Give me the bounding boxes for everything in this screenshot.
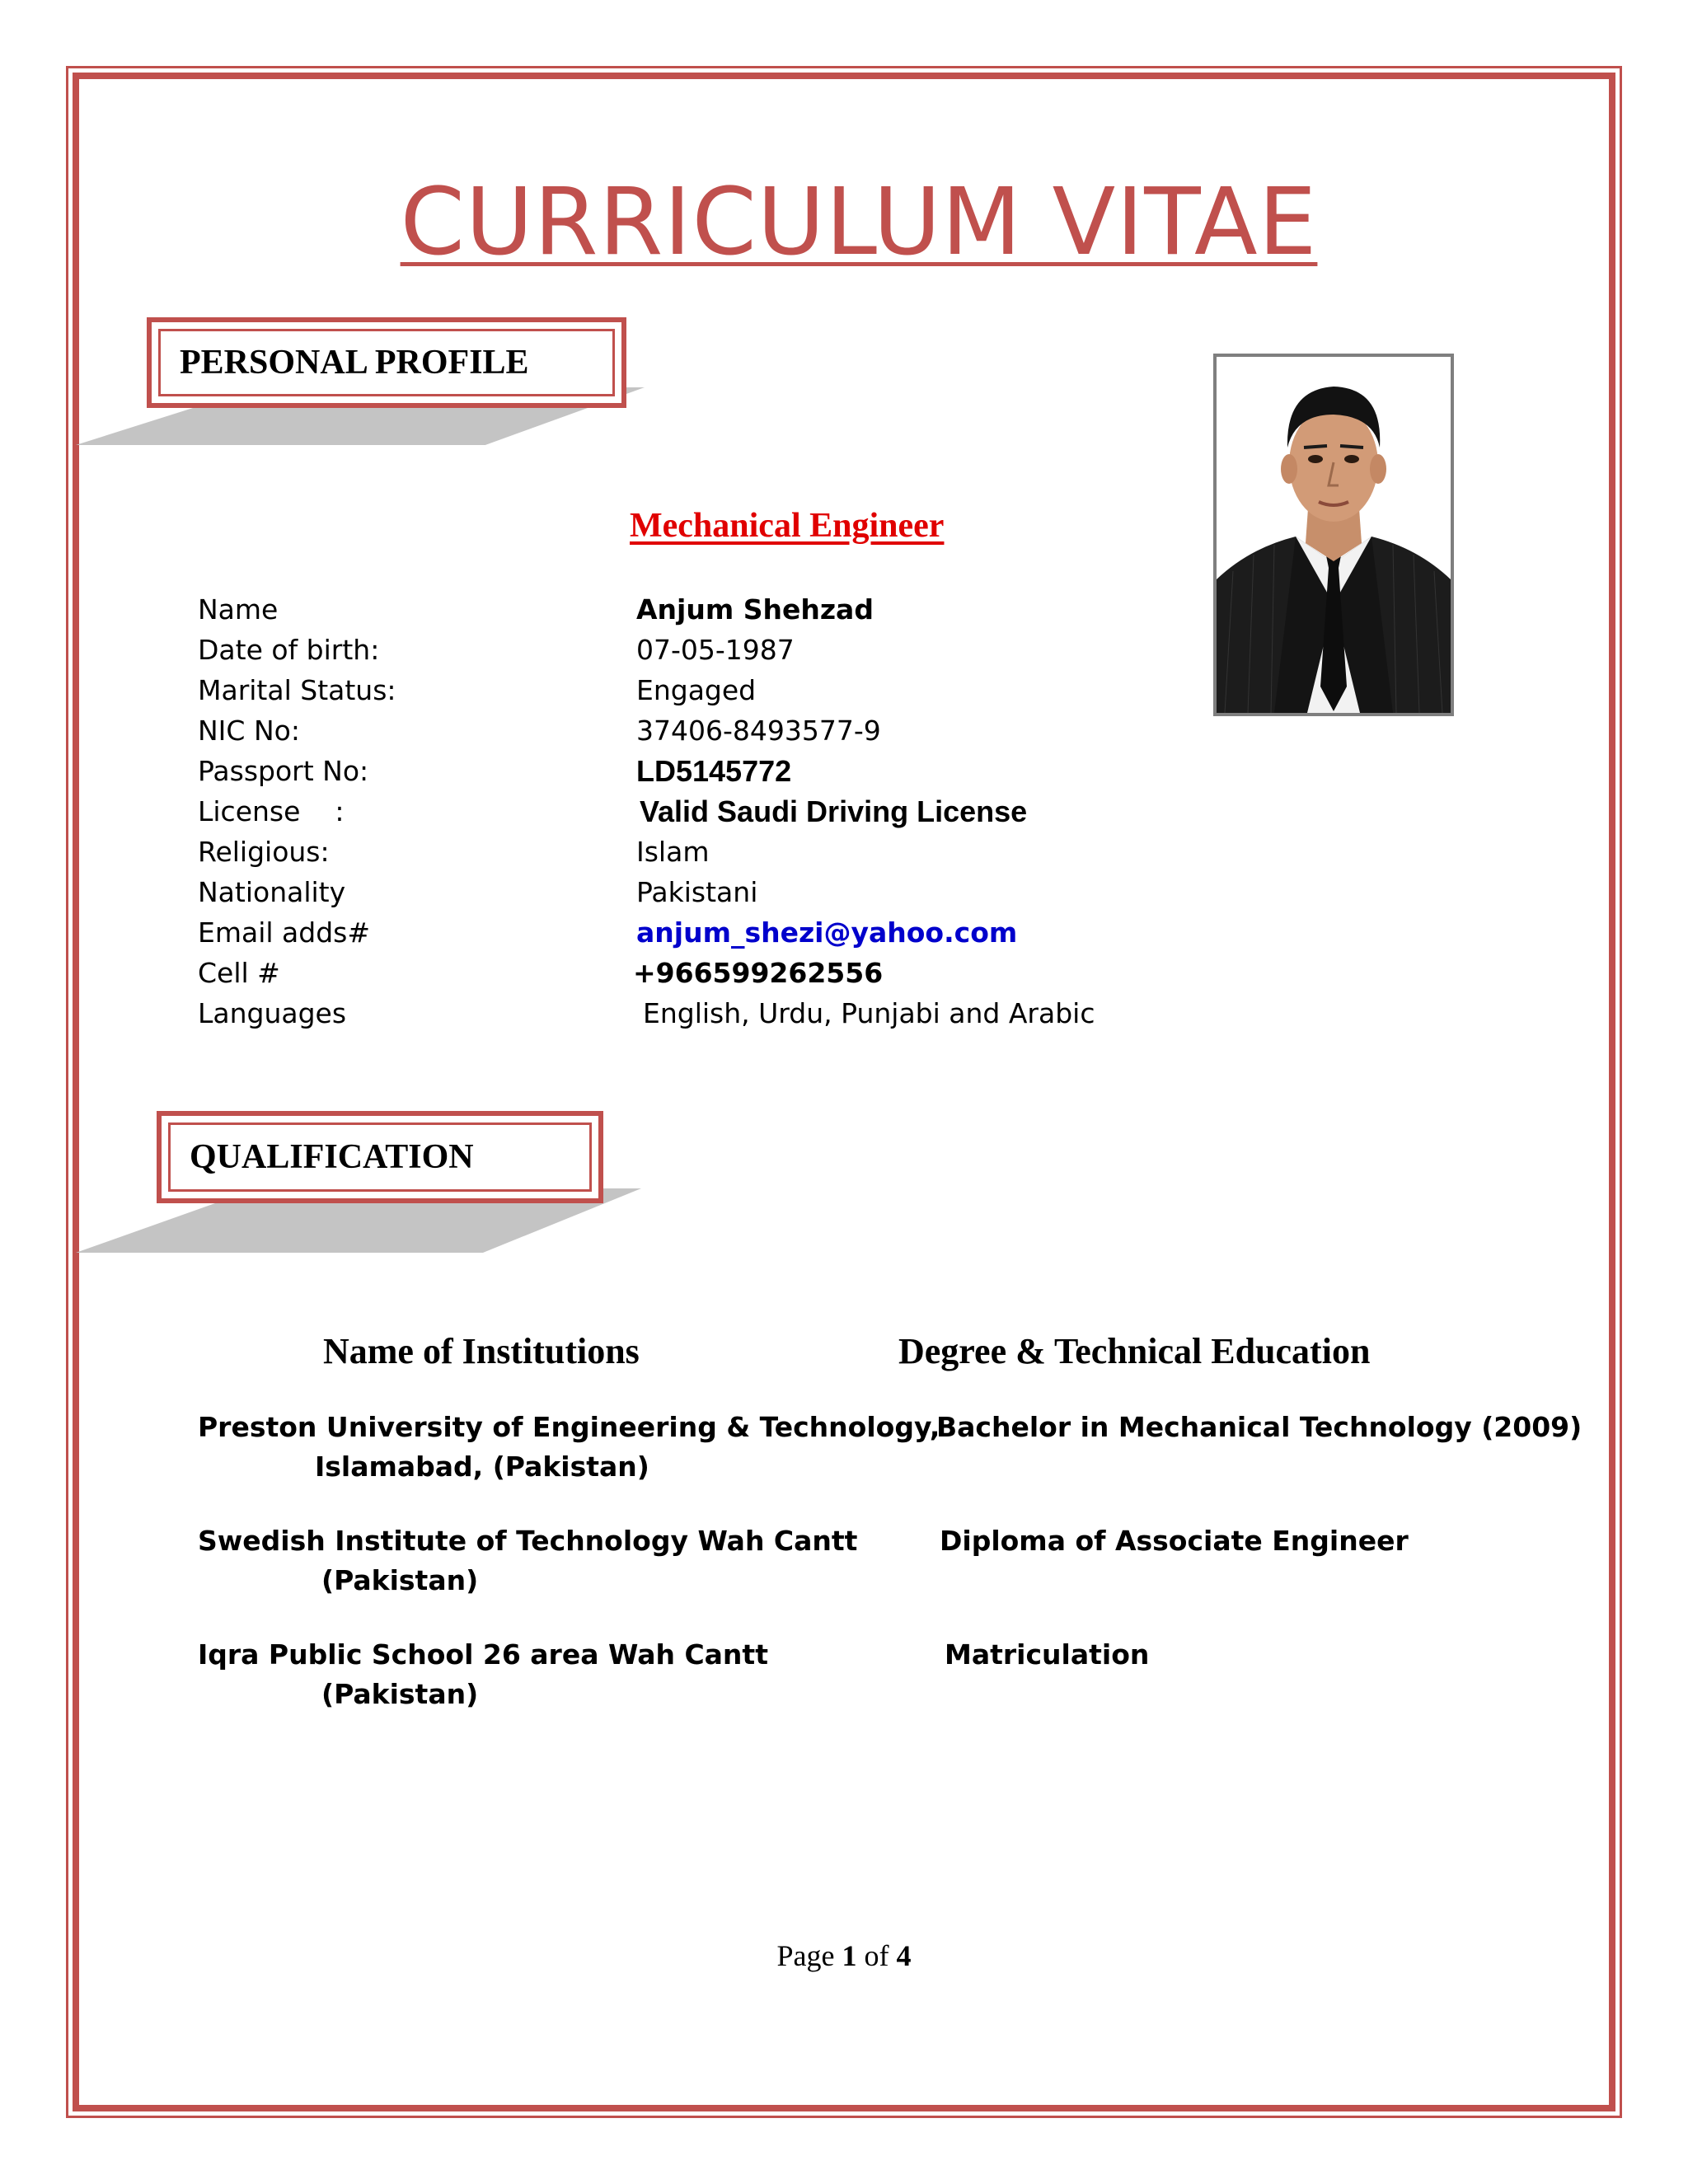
email-link[interactable]: anjum_shezi@yahoo.com (636, 916, 1018, 949)
license-value: Valid Saudi Driving License (640, 794, 1028, 828)
page-current: 1 (842, 1939, 857, 1972)
nationality-label: Nationality (198, 876, 346, 908)
page-prefix: Page (776, 1939, 835, 1972)
nic-value: 37406-8493577-9 (636, 715, 881, 747)
institution-2-location: (Pakistan) (321, 1564, 479, 1596)
degree-1: Bachelor in Mechanical Technology (2009) (936, 1411, 1582, 1443)
cell-label: Cell # (198, 957, 280, 989)
institution-1-location: Islamabad, (Pakistan) (315, 1451, 649, 1483)
institution-3: Iqra Public School 26 area Wah Cantt (198, 1638, 768, 1671)
religion-value: Islam (636, 836, 710, 868)
degree-3: Matriculation (945, 1638, 1150, 1671)
passport-label: Passport No: (198, 755, 369, 787)
languages-label: Languages (198, 997, 347, 1029)
page-total: 4 (896, 1939, 912, 1972)
name-label: Name (198, 593, 279, 626)
page-of: of (864, 1939, 889, 1972)
degree-2: Diploma of Associate Engineer (940, 1525, 1409, 1557)
cell-value: +966599262556 (633, 957, 884, 989)
email-label: Email adds# (198, 916, 371, 949)
institution-3-location: (Pakistan) (321, 1678, 479, 1710)
institution-2: Swedish Institute of Technology Wah Cantt (198, 1525, 858, 1557)
degrees-column-header: Degree & Technical Education (898, 1331, 1371, 1371)
marital-status-value: Engaged (636, 674, 757, 706)
personal-profile-label: PERSONAL PROFILE (180, 344, 529, 382)
profession-title: Mechanical Engineer (630, 507, 945, 545)
institution-1: Preston University of Engineering & Technology, (198, 1411, 940, 1443)
dob-value: 07-05-1987 (636, 634, 795, 666)
profile-photo-portrait (1217, 357, 1451, 713)
page-number (0, 1938, 1688, 1973)
dob-label: Date of birth: (198, 634, 380, 666)
license-label: License : (198, 795, 345, 827)
languages-value: English, Urdu, Punjabi and Arabic (643, 997, 1095, 1029)
name-value: Anjum Shehzad (636, 593, 874, 626)
institutions-column-header: Name of Institutions (323, 1331, 640, 1371)
religion-label: Religious: (198, 836, 330, 868)
nic-label: NIC No: (198, 715, 300, 747)
marital-status-label: Marital Status: (198, 674, 396, 706)
qualification-label: QUALIFICATION (190, 1138, 474, 1176)
document-title: CURRICULUM VITAE (400, 169, 1318, 276)
nationality-value: Pakistani (636, 876, 758, 908)
profile-photo (1213, 354, 1454, 716)
passport-value: LD5145772 (636, 754, 792, 788)
